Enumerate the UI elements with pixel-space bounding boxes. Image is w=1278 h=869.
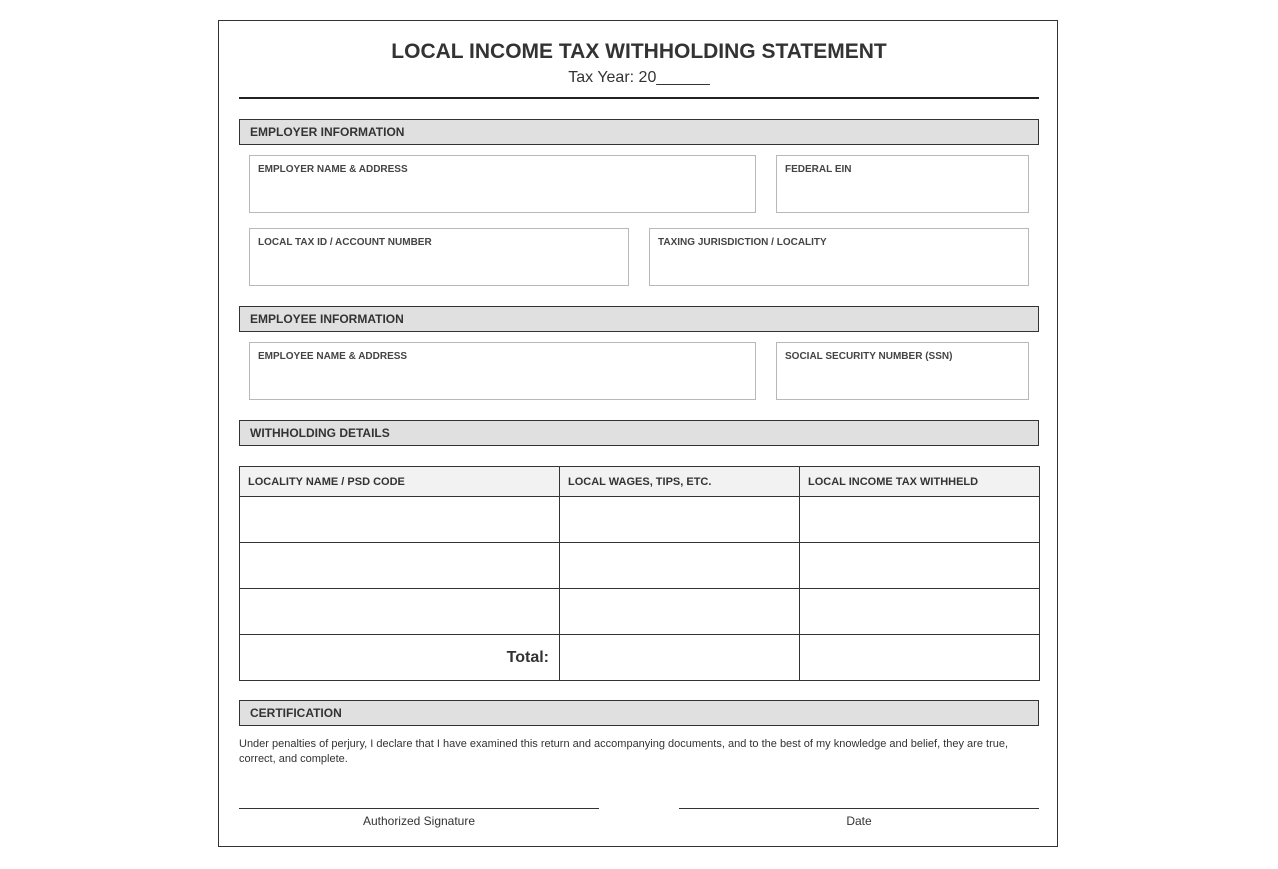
table-header-row (240, 467, 1040, 497)
employee-name-address-label: EMPLOYEE NAME & ADDRESS (258, 351, 408, 362)
taxing-jurisdiction-label: TAXING JURISDICTION / LOCALITY (658, 237, 827, 248)
ssn-field[interactable] (776, 342, 1029, 400)
table-row (240, 589, 1040, 635)
header-divider (239, 97, 1039, 99)
locality-cell[interactable] (240, 589, 560, 635)
local-wages-cell[interactable] (560, 589, 800, 635)
certification-statement: Under penalties of perjury, I declare that I have examined this return and accompanying documents, and to the best of my knowledge and belief, they are true, correct, and complete. (239, 738, 1009, 765)
local-tax-id-field[interactable] (249, 228, 629, 286)
column-header-tax-withheld: LOCAL INCOME TAX WITHHELD (800, 467, 1040, 497)
column-header-locality: LOCALITY NAME / PSD CODE (240, 467, 560, 497)
table-row (240, 543, 1040, 589)
total-row (240, 635, 1040, 681)
ssn-label: SOCIAL SECURITY NUMBER (SSN) (785, 351, 953, 362)
withholding-statement-form (218, 20, 1058, 847)
total-wages-cell[interactable] (560, 635, 800, 681)
taxing-jurisdiction-field[interactable] (649, 228, 1029, 286)
form-title: LOCAL INCOME TAX WITHHOLDING STATEMENT (391, 40, 887, 63)
total-label: Total: (240, 635, 560, 681)
federal-ein-label: FEDERAL EIN (785, 164, 852, 175)
employee-name-address-field[interactable] (249, 342, 756, 400)
tax-withheld-cell[interactable] (800, 589, 1040, 635)
tax-year-line: Tax Year: 20______ (568, 69, 710, 86)
signature-line[interactable] (239, 808, 599, 809)
signature-caption: Authorized Signature (362, 814, 476, 828)
section-certification: CERTIFICATION (239, 700, 1039, 726)
tax-withheld-cell[interactable] (800, 497, 1040, 543)
total-tax-withheld-cell[interactable] (800, 635, 1040, 681)
table-row (240, 497, 1040, 543)
employer-name-address-label: EMPLOYER NAME & ADDRESS (258, 164, 408, 175)
local-tax-id-label: LOCAL TAX ID / ACCOUNT NUMBER (258, 237, 432, 248)
tax-withheld-cell[interactable] (800, 543, 1040, 589)
local-wages-cell[interactable] (560, 543, 800, 589)
column-header-local-wages: LOCAL WAGES, TIPS, ETC. (560, 467, 800, 497)
federal-ein-field[interactable] (776, 155, 1029, 213)
section-employee-information: EMPLOYEE INFORMATION (239, 306, 1039, 332)
employer-name-address-field[interactable] (249, 155, 756, 213)
section-withholding-details: WITHHOLDING DETAILS (239, 420, 1039, 446)
withholding-table (239, 466, 1040, 681)
date-line[interactable] (679, 808, 1039, 809)
locality-cell[interactable] (240, 497, 560, 543)
local-wages-cell[interactable] (560, 497, 800, 543)
section-employer-information: EMPLOYER INFORMATION (239, 119, 1039, 145)
locality-cell[interactable] (240, 543, 560, 589)
date-caption: Date (846, 814, 872, 828)
